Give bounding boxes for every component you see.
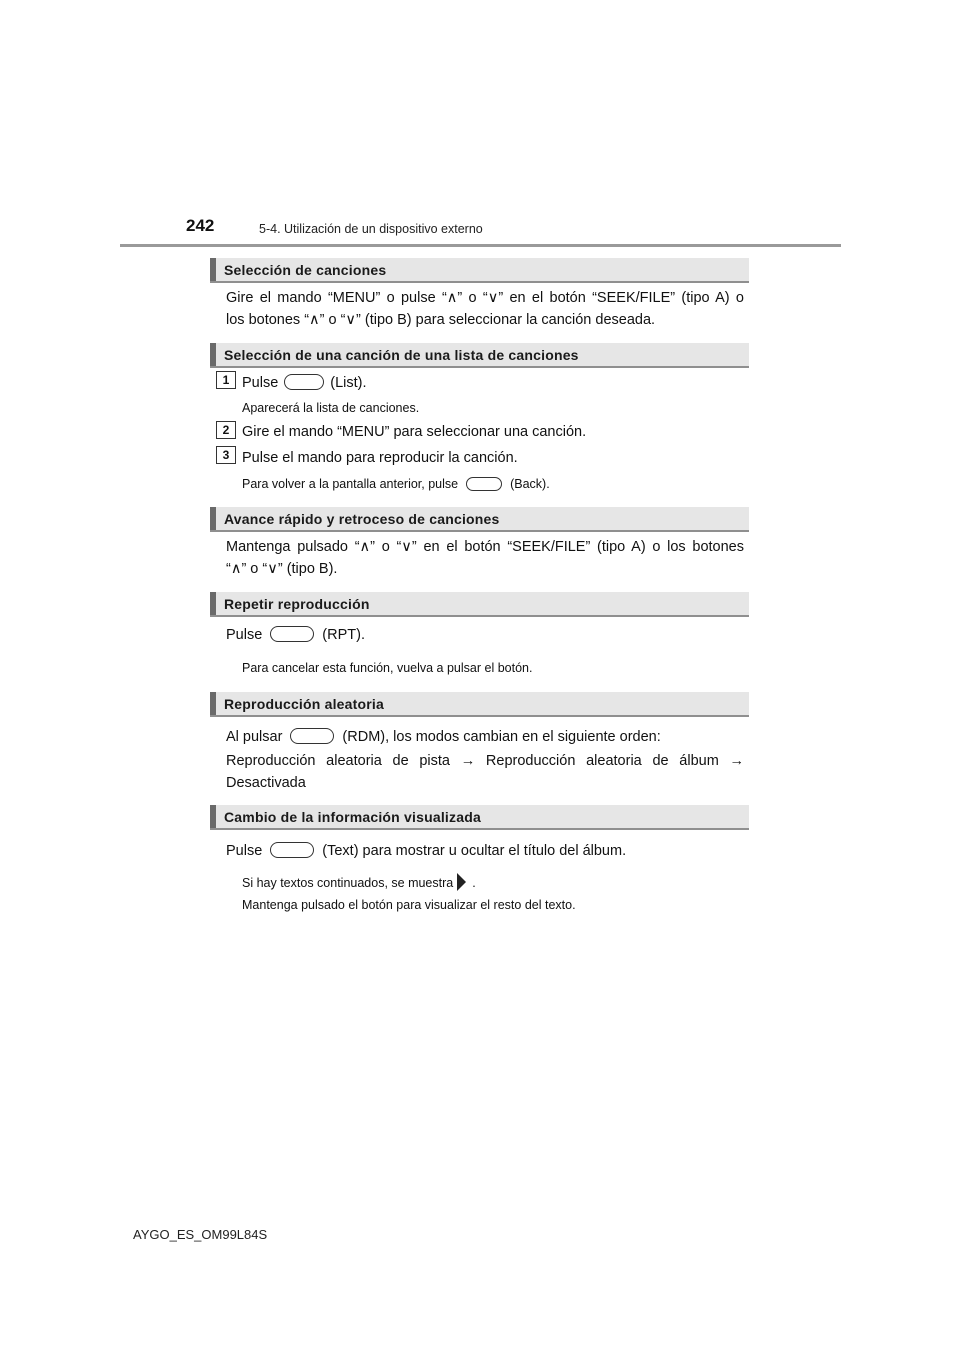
section-title: Reproducción aleatoria [224, 696, 384, 712]
body-text-part: (RPT). [322, 627, 365, 643]
note-text-part: Si hay textos continuados, se muestra [242, 876, 454, 890]
step-number-1: 1 [216, 371, 236, 389]
section-title: Repetir reproducción [224, 596, 370, 612]
step-note: Aparecerá la lista de canciones. [242, 401, 420, 415]
list-button-icon [284, 374, 324, 390]
section-title: Avance rápido y retroceso de canciones [224, 511, 500, 527]
document-code: AYGO_ES_OM99L84S [133, 1227, 268, 1242]
section-title: Selección de canciones [224, 262, 387, 278]
body-text: Desactivada [226, 775, 306, 791]
page-number: 242 [186, 216, 215, 235]
body-text-part: Pulse [226, 843, 263, 859]
note-text: Para cancelar esta función, vuelva a pulsar el botón. [242, 661, 533, 675]
section-title: Selección de una canción de una lista de canciones [224, 347, 579, 363]
note-text [242, 872, 476, 894]
body-text-part: (Text) para mostrar u ocultar el título del álbum. [322, 843, 627, 859]
section-heading-repeat [210, 592, 749, 617]
step-note [242, 473, 550, 495]
heading-accent-bar [210, 343, 216, 366]
step-number-2: 2 [216, 421, 236, 439]
body-text: Gire el mando “MENU” o pulse “∧” o “∨” en el botón “SEEK/FILE” (tipo A) o [226, 290, 744, 306]
step-number-3: 3 [216, 446, 236, 464]
body-text: Mantenga pulsado “∧” o “∨” en el botón “SEEK/FILE” (tipo A) o los botones [226, 539, 744, 555]
text-button-icon [270, 842, 314, 858]
body-text: los botones “∧” o “∨” (tipo B) para seleccionar la canción deseada. [226, 312, 656, 328]
note-text: (Back). [510, 477, 550, 491]
rpt-button-icon [270, 626, 314, 642]
heading-accent-bar [210, 805, 216, 828]
body-text-part: (RDM), los modos cambian en el siguiente orden: [342, 729, 661, 745]
section-heading-song-selection [210, 258, 749, 283]
body-text [226, 624, 365, 646]
section-heading-random [210, 692, 749, 717]
section-heading-select-from-list [210, 343, 749, 368]
step-1-text [242, 372, 367, 394]
body-text-part: Al pulsar [226, 729, 283, 745]
body-text: “∧” o “∨” (tipo B). [226, 561, 338, 577]
step-2-text: Gire el mando “MENU” para seleccionar una canción. [242, 424, 587, 440]
right-arrow-icon [457, 873, 466, 891]
section-heading-info-display [210, 805, 749, 830]
heading-accent-bar [210, 258, 216, 281]
note-text-part: . [472, 876, 476, 890]
step-text: Pulse [242, 375, 279, 391]
body-text-part: Pulse [226, 627, 263, 643]
section-title: Cambio de la información visualizada [224, 809, 481, 825]
rdm-button-icon [290, 728, 334, 744]
section-heading-fast-forward [210, 507, 749, 532]
heading-accent-bar [210, 692, 216, 715]
step-3-text: Pulse el mando para reproducir la canción. [242, 450, 518, 466]
body-text: Reproducción aleatoria de pista → Reproducción aleatoria de álbum → [226, 753, 744, 769]
heading-accent-bar [210, 507, 216, 530]
step-text: (List). [330, 375, 367, 391]
body-text [226, 726, 661, 748]
note-text: Para volver a la pantalla anterior, pulse [242, 477, 459, 491]
note-text: Mantenga pulsado el botón para visualizar el resto del texto. [242, 898, 576, 912]
back-button-icon [466, 477, 502, 491]
header-divider [120, 244, 841, 247]
body-text [226, 840, 626, 862]
chapter-title: 5-4. Utilización de un dispositivo externo [259, 222, 483, 236]
heading-accent-bar [210, 592, 216, 615]
